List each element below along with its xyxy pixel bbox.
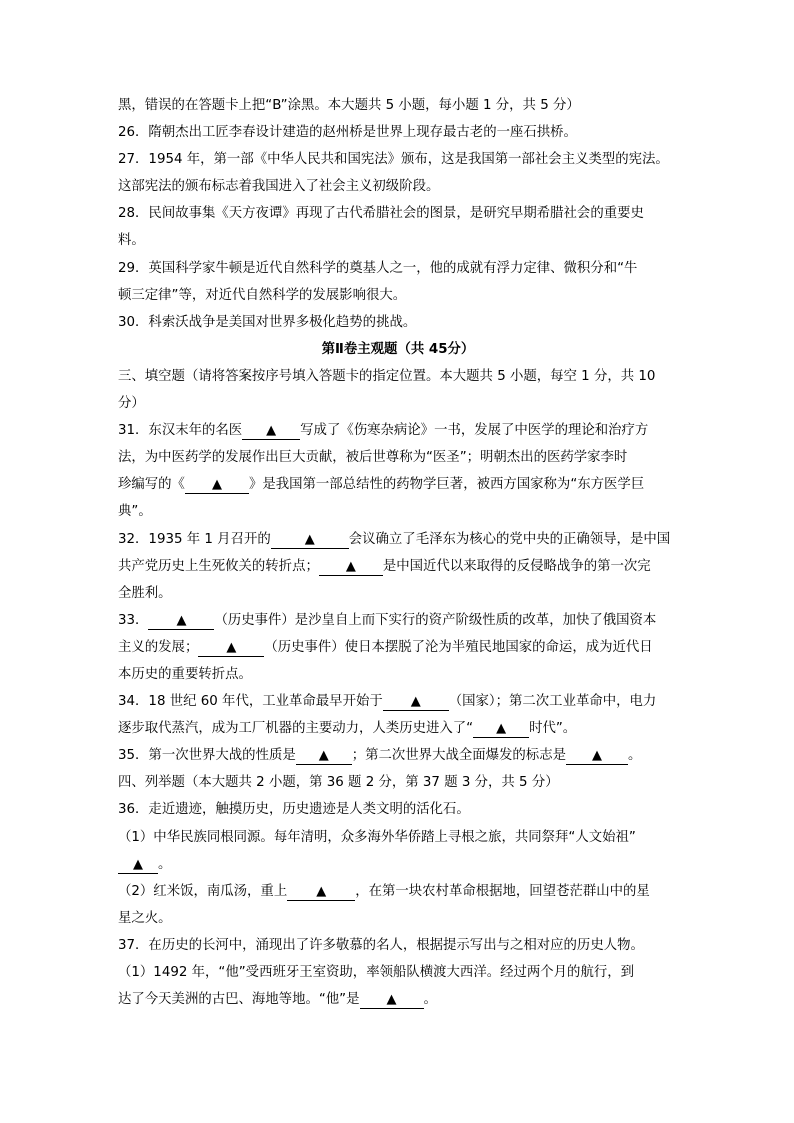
triangle-marker-icon: ▲ (266, 423, 277, 439)
question-36-1: （1）中华民族同根同源。每年清明，众多海外华侨踏上寻根之旅，共同祭拜“人文始祖” (118, 829, 636, 845)
answer-blank[interactable] (287, 884, 355, 901)
triangle-marker-icon: ▲ (226, 639, 237, 655)
answer-blank[interactable] (383, 694, 449, 711)
question-35: 35．第一次世界大战的性质是 ▲ ；第二次世界大战全面爆发的标志是 ▲ 。 (118, 748, 642, 764)
question-31-cont: 珍编写的《 ▲ 》是我国第一部总结性的药物学巨著，被西方国家称为“东方医学巨 (118, 477, 645, 493)
question-27: 27．1954 年，第一部《中华人民共和国宪法》颁布，这是我国第一部社会主义类型的宪法。 (118, 152, 669, 168)
question-28: 28．民间故事集《天方夜谭》再现了古代希腊社会的图景，是研究早期希腊社会的重要史 (118, 206, 644, 222)
text-line: 这部宪法的颁布标志着我国进入了社会主义初级阶段。 (118, 179, 440, 195)
question-34: 34．18 世纪 60 年代，工业革命最早开始于 ▲ （国家）；第二次工业革命中，电力 (118, 694, 657, 710)
triangle-marker-icon: ▲ (316, 883, 327, 899)
question-31: 31．东汉末年的名医 ▲ 写成了《伤寒杂病论》一书，发展了中医学的理论和治疗方 (118, 423, 649, 439)
triangle-marker-icon: ▲ (304, 531, 315, 547)
question-37-1-cont: 达了今天美洲的古巴、海地等地。“他”是 ▲ 。 (118, 992, 437, 1008)
triangle-marker-icon: ▲ (591, 748, 602, 764)
question-36-1-answer: ▲ 。 (118, 851, 678, 878)
section-heading: 第Ⅱ卷主观题（共 45分） (321, 341, 475, 357)
question-37-1: （1）1492 年，“他”受西班牙王室资助，率领船队横渡大西洋。经过两个月的航行，到 (118, 965, 635, 980)
triangle-marker-icon: ▲ (386, 992, 397, 1008)
answer-blank[interactable] (566, 748, 628, 765)
triangle-marker-icon: ▲ (318, 748, 329, 764)
question-32: 32．1935 年 1 月召开的 ▲ 会议确立了毛泽东为核心的党中央的正确领导，是中国 (118, 531, 671, 547)
triangle-marker-icon: ▲ (133, 856, 143, 872)
question-37: 37．在历史的长河中，涌现出了许多敬慕的名人，根据提示写出与之相对应的历史人物。 (118, 937, 644, 953)
question-33-cont: 主义的发展； ▲ （历史事件）使日本摆脱了沦为半殖民地国家的命运，成为近代日 (118, 639, 653, 655)
text-line: 法，为中医药学的发展作出巨大贡献，被后世尊称为“医圣”；明朝杰出的医药学家李时 (118, 450, 628, 466)
exam-page (118, 92, 678, 1013)
triangle-marker-icon: ▲ (176, 612, 187, 628)
text-line: 分） (118, 396, 145, 412)
answer-blank[interactable] (296, 748, 352, 765)
question-29: 29．英国科学家牛顿是近代自然科学的奠基人之一，他的成就有浮力定律、微积分和“牛 (118, 260, 638, 276)
answer-blank[interactable] (198, 640, 264, 657)
text-line: 星之火。 (118, 910, 172, 926)
answer-blank[interactable] (271, 532, 349, 549)
answer-blank[interactable] (118, 857, 158, 874)
triangle-marker-icon: ▲ (410, 694, 421, 710)
answer-blank[interactable] (473, 721, 529, 738)
answer-blank[interactable] (148, 613, 214, 630)
text-line: 典”。 (118, 504, 152, 520)
question-32-cont: 共产党历史上生死攸关的转折点； ▲ 是中国近代以来取得的反侵略战争的第一次完 (118, 558, 651, 574)
text-line: 本历史的重要转折点。 (118, 666, 252, 682)
triangle-marker-icon: ▲ (496, 721, 507, 737)
text-line: 顿三定律”等，对近代自然科学的发展影响很大。 (118, 287, 407, 303)
question-36: 36．走近遗迹，触摸历史，历史遗迹是人类文明的活化石。 (118, 802, 470, 818)
answer-blank[interactable] (360, 992, 424, 1009)
triangle-marker-icon: ▲ (345, 558, 356, 574)
answer-blank[interactable] (242, 423, 300, 440)
section-three-title: 三、填空题（请将答案按序号填入答题卡的指定位置。本大题共 5 小题，每空 1 分，共 10 (118, 368, 656, 384)
question-34-cont: 逐步取代蒸汽，成为工厂机器的主要动力，人类历史进入了“ ▲ 时代”。 (118, 721, 577, 737)
text-line: 料。 (118, 233, 145, 249)
section-four-title: 四、列举题（本大题共 2 小题，第 36 题 2 分，第 37 题 3 分，共 5 分） (118, 775, 559, 791)
question-36-2: （2）红米饭，南瓜汤，重上 ▲ ，在第一块农村革命根据地，回望苍茫群山中的星 (118, 883, 650, 899)
answer-blank[interactable] (319, 559, 383, 576)
answer-blank[interactable] (185, 477, 249, 494)
text-line: 全胜利。 (118, 585, 172, 601)
text-line: 黑，错误的在答题卡上把“B”涂黑。本大题共 5 小题，每小题 1 分，共 5 分） (118, 98, 580, 113)
triangle-marker-icon: ▲ (211, 477, 222, 493)
question-33: 33． ▲ （历史事件）是沙皇自上而下实行的资产阶级性质的改革，加快了俄国资本 (118, 612, 657, 628)
question-30: 30．科索沃战争是美国对世界多极化趋势的挑战。 (118, 314, 417, 330)
question-26: 26．隋朝杰出工匠李春设计建造的赵州桥是世界上现存最古老的一座石拱桥。 (118, 125, 577, 141)
